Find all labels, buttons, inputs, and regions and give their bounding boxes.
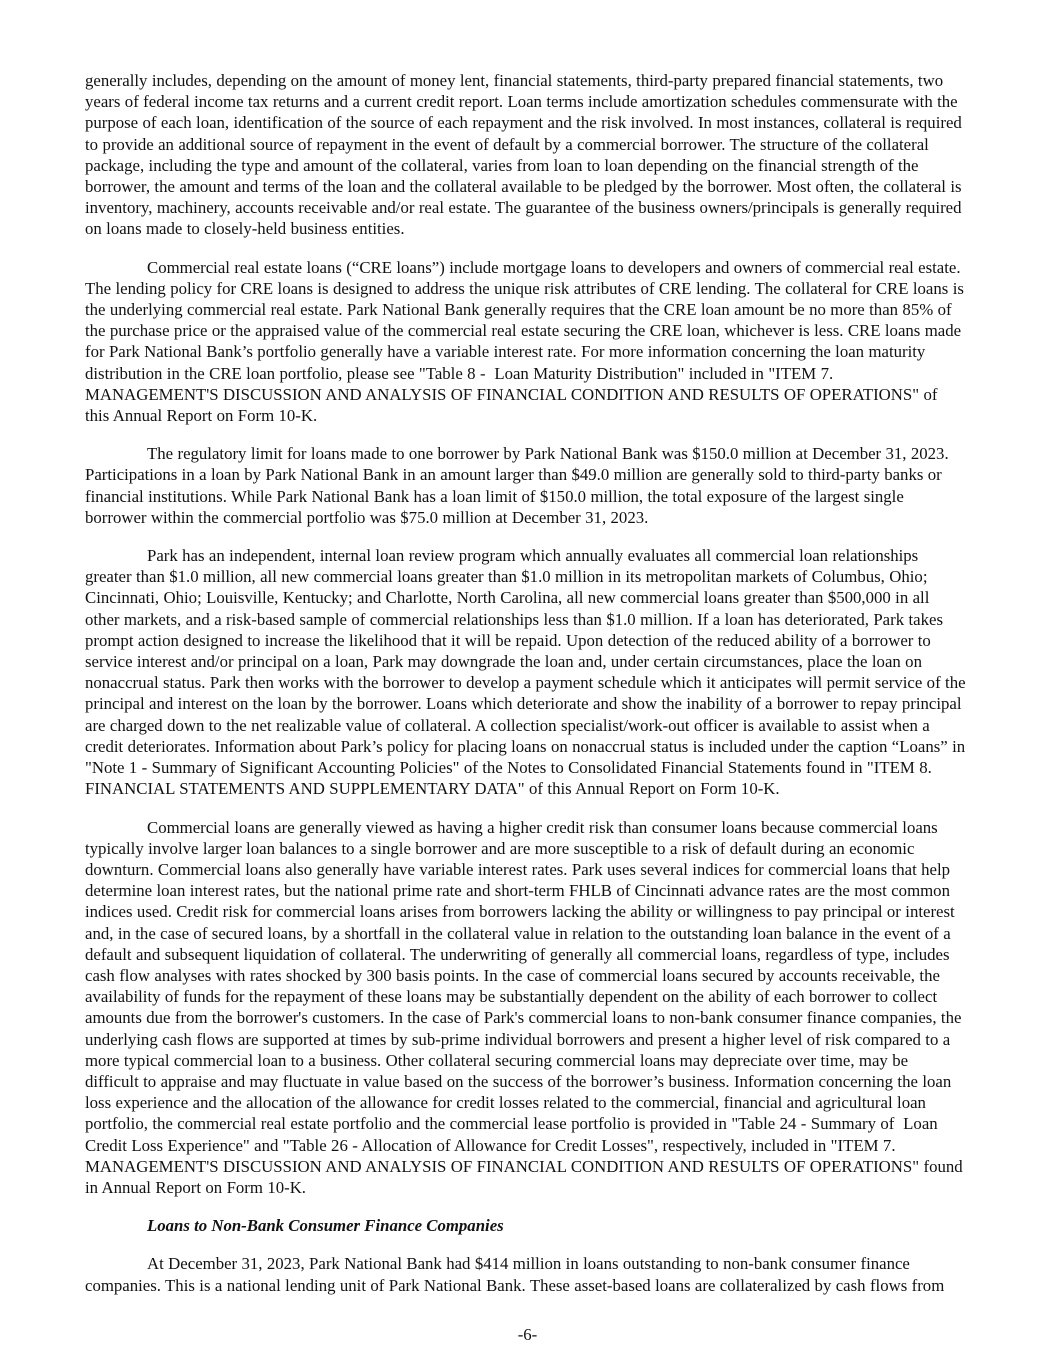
paragraph-regulatory-limit: The regulatory limit for loans made to one borrower by Park National Bank was $150.0 million at December 31, 2023. Participations in a loan by Park National Bank in an amount larger than $49.0 million are generally sold to third-party banks or financial institutions. While Park National Bank has a loan limit of $150.0 million, the total exposure of the largest single borrower within the commercial portfolio was $75.0 million at December 31, 2023.	[85, 444, 949, 527]
paragraph-commercial-loan-risk: Commercial loans are generally viewed as having a higher credit risk than consumer loans because commercial loans typically involve larger loan balances to a single borrower and are more susceptible to a risk of default during an economic downturn. Commercial loans also generally have variable interest rates. Park uses several indices for commercial loans that help determine loan interest rates, but the national prime rate and short-term FHLB of Cincinnati advance rates are the most common indices used. Credit risk for commercial loans arises from borrowers lacking the ability or willingness to pay principal or interest and, in the case of secured loans, by a shortfall in the collateral value in relation to the outstanding loan balance in the event of a default and subsequent liquidation of collateral. The underwriting of generally all commercial loans, regardless of type, includes cash flow analyses with rates shocked by 300 basis points. In the case of commercial loans secured by accounts receivable, the availability of funds for the repayment of these loans may be substantially dependent on the ability of each borrower to collect amounts due from the borrower's customers. In the case of Park's commercial loans to non-bank consumer finance companies, the underlying cash flows are supported at times by sub-prime individual borrowers and present a higher level of risk compared to a more typical commercial loan to a business. Other collateral securing commercial loans may depreciate over time, may be difficult to appraise and may fluctuate in value based on the success of the borrower’s business. Information concerning the loan loss experience and the allocation of the allowance for credit losses related to the commercial, financial and agricultural loan portfolio, the commercial real estate portfolio and the commercial lease portfolio is provided in "Table 24 - Summary of Loan Credit Loss Experience" and "Table 26 - Allocation of Allowance for Credit Losses", respectively, included in "ITEM 7. MANAGEMENT'S DISCUSSION AND ANALYSIS OF FINANCIAL CONDITION AND RESULTS OF OPERATIONS" found in Annual Report on Form 10-K.	[85, 817, 963, 1197]
page-content	[85, 70, 966, 1313]
paragraph-loan-review-program: Park has an independent, internal loan review program which annually evaluates all commercial loan relationships greater than $1.0 million, all new commercial loans greater than $1.0 million in its metropolitan markets of Columbus, Ohio; Cincinnati, Ohio; Louisville, Kentucky; and Charlotte, North Carolina, all new commercial loans greater than $500,000 in all other markets, and a risk-based sample of commercial relationships less than $1.0 million. If a loan has deteriorated, Park takes prompt action designed to increase the likelihood that it will be repaid. Upon detection of the reduced ability of a borrower to service interest and/or principal on a loan, Park may downgrade the loan and, under certain circumstances, place the loan on nonaccrual status. Park then works with the borrower to develop a payment schedule which it anticipates will permit service of the principal and interest on the loan by the borrower. Loans which deteriorate and show the inability of a borrower to repay principal are charged down to the net realizable value of collateral. A collection specialist/work-out officer is available to assist when a credit deteriorates. Information about Park’s policy for placing loans on nonaccrual status is included under the caption “Loans” in "Note 1 - Summary of Significant Accounting Policies" of the Notes to Consolidated Financial Statements found in "ITEM 8. FINANCIAL STATEMENTS AND SUPPLEMENTARY DATA" of this Annual Report on Form 10-K.	[85, 546, 966, 799]
section-heading: Loans to Non-Bank Consumer Finance Companies	[147, 1216, 504, 1236]
page-number: -6-	[517, 1325, 538, 1344]
paragraph-non-bank-consumer-finance: At December 31, 2023, Park National Bank had $414 million in loans outstanding to non-bank consumer finance companies. This is a national lending unit of Park National Bank. These asset-based loans are collateralized by cash flows from	[85, 1254, 945, 1295]
paragraph-continued-from-previous-page: generally includes, depending on the amount of money lent, financial statements, third-party prepared financial statements, two years of federal income tax returns and a current credit report. Loan terms include amortization schedules commensurate with the purpose of each loan, identification of the source of each repayment and the risk involved. In most instances, collateral is required to provide an additional source of repayment in the event of default by a commercial borrower. The structure of the collateral package, including the type and amount of the collateral, varies from loan to loan depending on the financial strength of the borrower, the amount and terms of the loan and the collateral available to be pledged by the borrower. Most often, the collateral is inventory, machinery, accounts receivable and/or real estate. The guarantee of the business owners/principals is generally required on loans made to closely-held business entities.	[85, 71, 962, 239]
paragraph-cre-loans: Commercial real estate loans (“CRE loans”) include mortgage loans to developers and owners of commercial real estate. The lending policy for CRE loans is designed to address the unique risk attributes of CRE lending. The collateral for CRE loans is the underlying commercial real estate. Park National Bank generally requires that the CRE loan amount be no more than 85% of the purchase price or the appraised value of the commercial real estate securing the CRE loan, whichever is less. CRE loans made for Park National Bank’s portfolio generally have a variable interest rate. For more information concerning the loan maturity distribution in the CRE loan portfolio, please see "Table 8 - Loan Maturity Distribution" included in "ITEM 7. MANAGEMENT'S DISCUSSION AND ANALYSIS OF FINANCIAL CONDITION AND RESULTS OF OPERATIONS" of this Annual Report on Form 10-K.	[85, 257, 964, 426]
